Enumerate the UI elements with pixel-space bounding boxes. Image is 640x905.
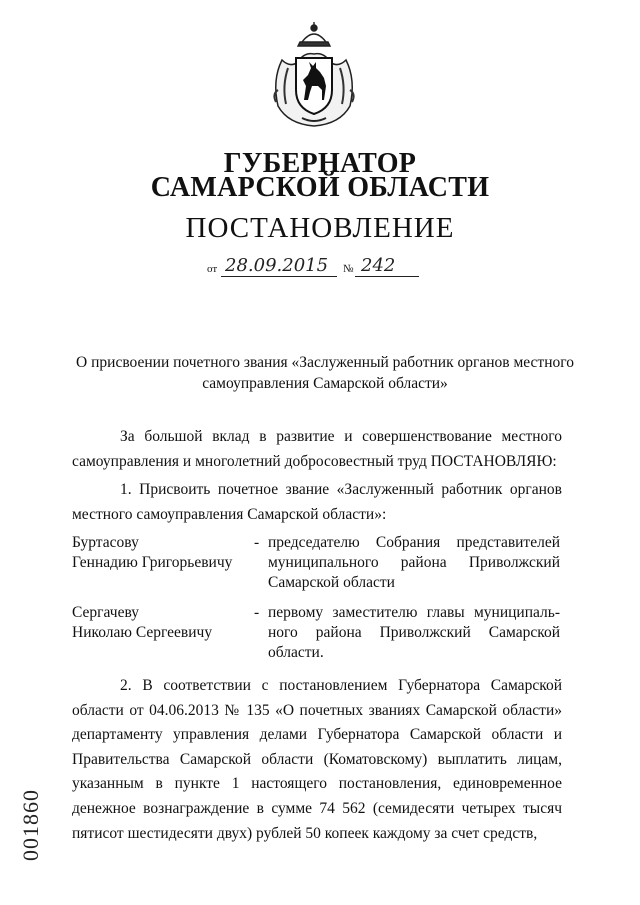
- awardee-2-position: первому заместителю главы муниципаль-ного района Приволжский Самарской области.: [268, 604, 560, 661]
- number-value: 242: [361, 255, 396, 276]
- item-2-paragraph: 2. В соответствии с постановлением Губернатора Самарской области от 04.06.2013 № 135 «О почетных званиях Самарской области» департаменту управления делами Губернатора Самарской области и Правительства Самарской области (Коматовскому) выплатить лицам, указанным в пункте 1 настоящего постановления, единовременное денежное вознаграждение в сумме 74 562 (семидесяти четырех тысяч пятисот шестидесяти двух) рублей 50 копеек каждому за счет средств,: [72, 677, 562, 842]
- awardee-2-given-names: Николаю Сергеевичу: [72, 624, 213, 641]
- intro-paragraph: За большой вклад в развитие и совершенствование местного самоуправления и многолетний добросовестный труд ПОСТАНОВЛЯЮ:: [72, 428, 562, 470]
- awardee-1-surname: Буртасову: [72, 534, 139, 551]
- document-type: ПОСТАНОВЛЕНИЕ: [185, 212, 455, 244]
- margin-registration-stamp: 001860: [18, 789, 43, 861]
- number-label: №: [343, 263, 354, 275]
- awardee-1-name: [72, 533, 252, 573]
- item-1-paragraph: 1. Присвоить почетное звание «Заслуженный работник органов местного самоуправления Самарской области»:: [72, 481, 562, 523]
- number-underline: [355, 276, 419, 277]
- awardee-2-dash: -: [254, 604, 260, 621]
- title-line-2: САМАРСКОЙ ОБЛАСТИ: [150, 172, 490, 203]
- document-subject: О присвоении почетного звания «Заслуженный работник органов местного самоуправления Самарской области»: [76, 354, 574, 392]
- date-number-line: [207, 255, 437, 277]
- date-value: 28.09.2015: [225, 255, 329, 276]
- awardee-2-name: [72, 603, 252, 643]
- date-label: от: [207, 263, 218, 275]
- awardee-1-given-names: Геннадию Григорьевичу: [72, 554, 233, 571]
- awardee-2-surname: Сергачеву: [72, 604, 139, 621]
- samara-coat-of-arms-icon: [268, 20, 360, 130]
- title-line-1: ГУБЕРНАТОР: [223, 148, 417, 179]
- awardee-1-position: председателю Собрания представителей муниципального района Приволжский Самарской области: [268, 534, 560, 591]
- date-underline: [221, 276, 337, 277]
- awardee-1-dash: -: [254, 534, 260, 551]
